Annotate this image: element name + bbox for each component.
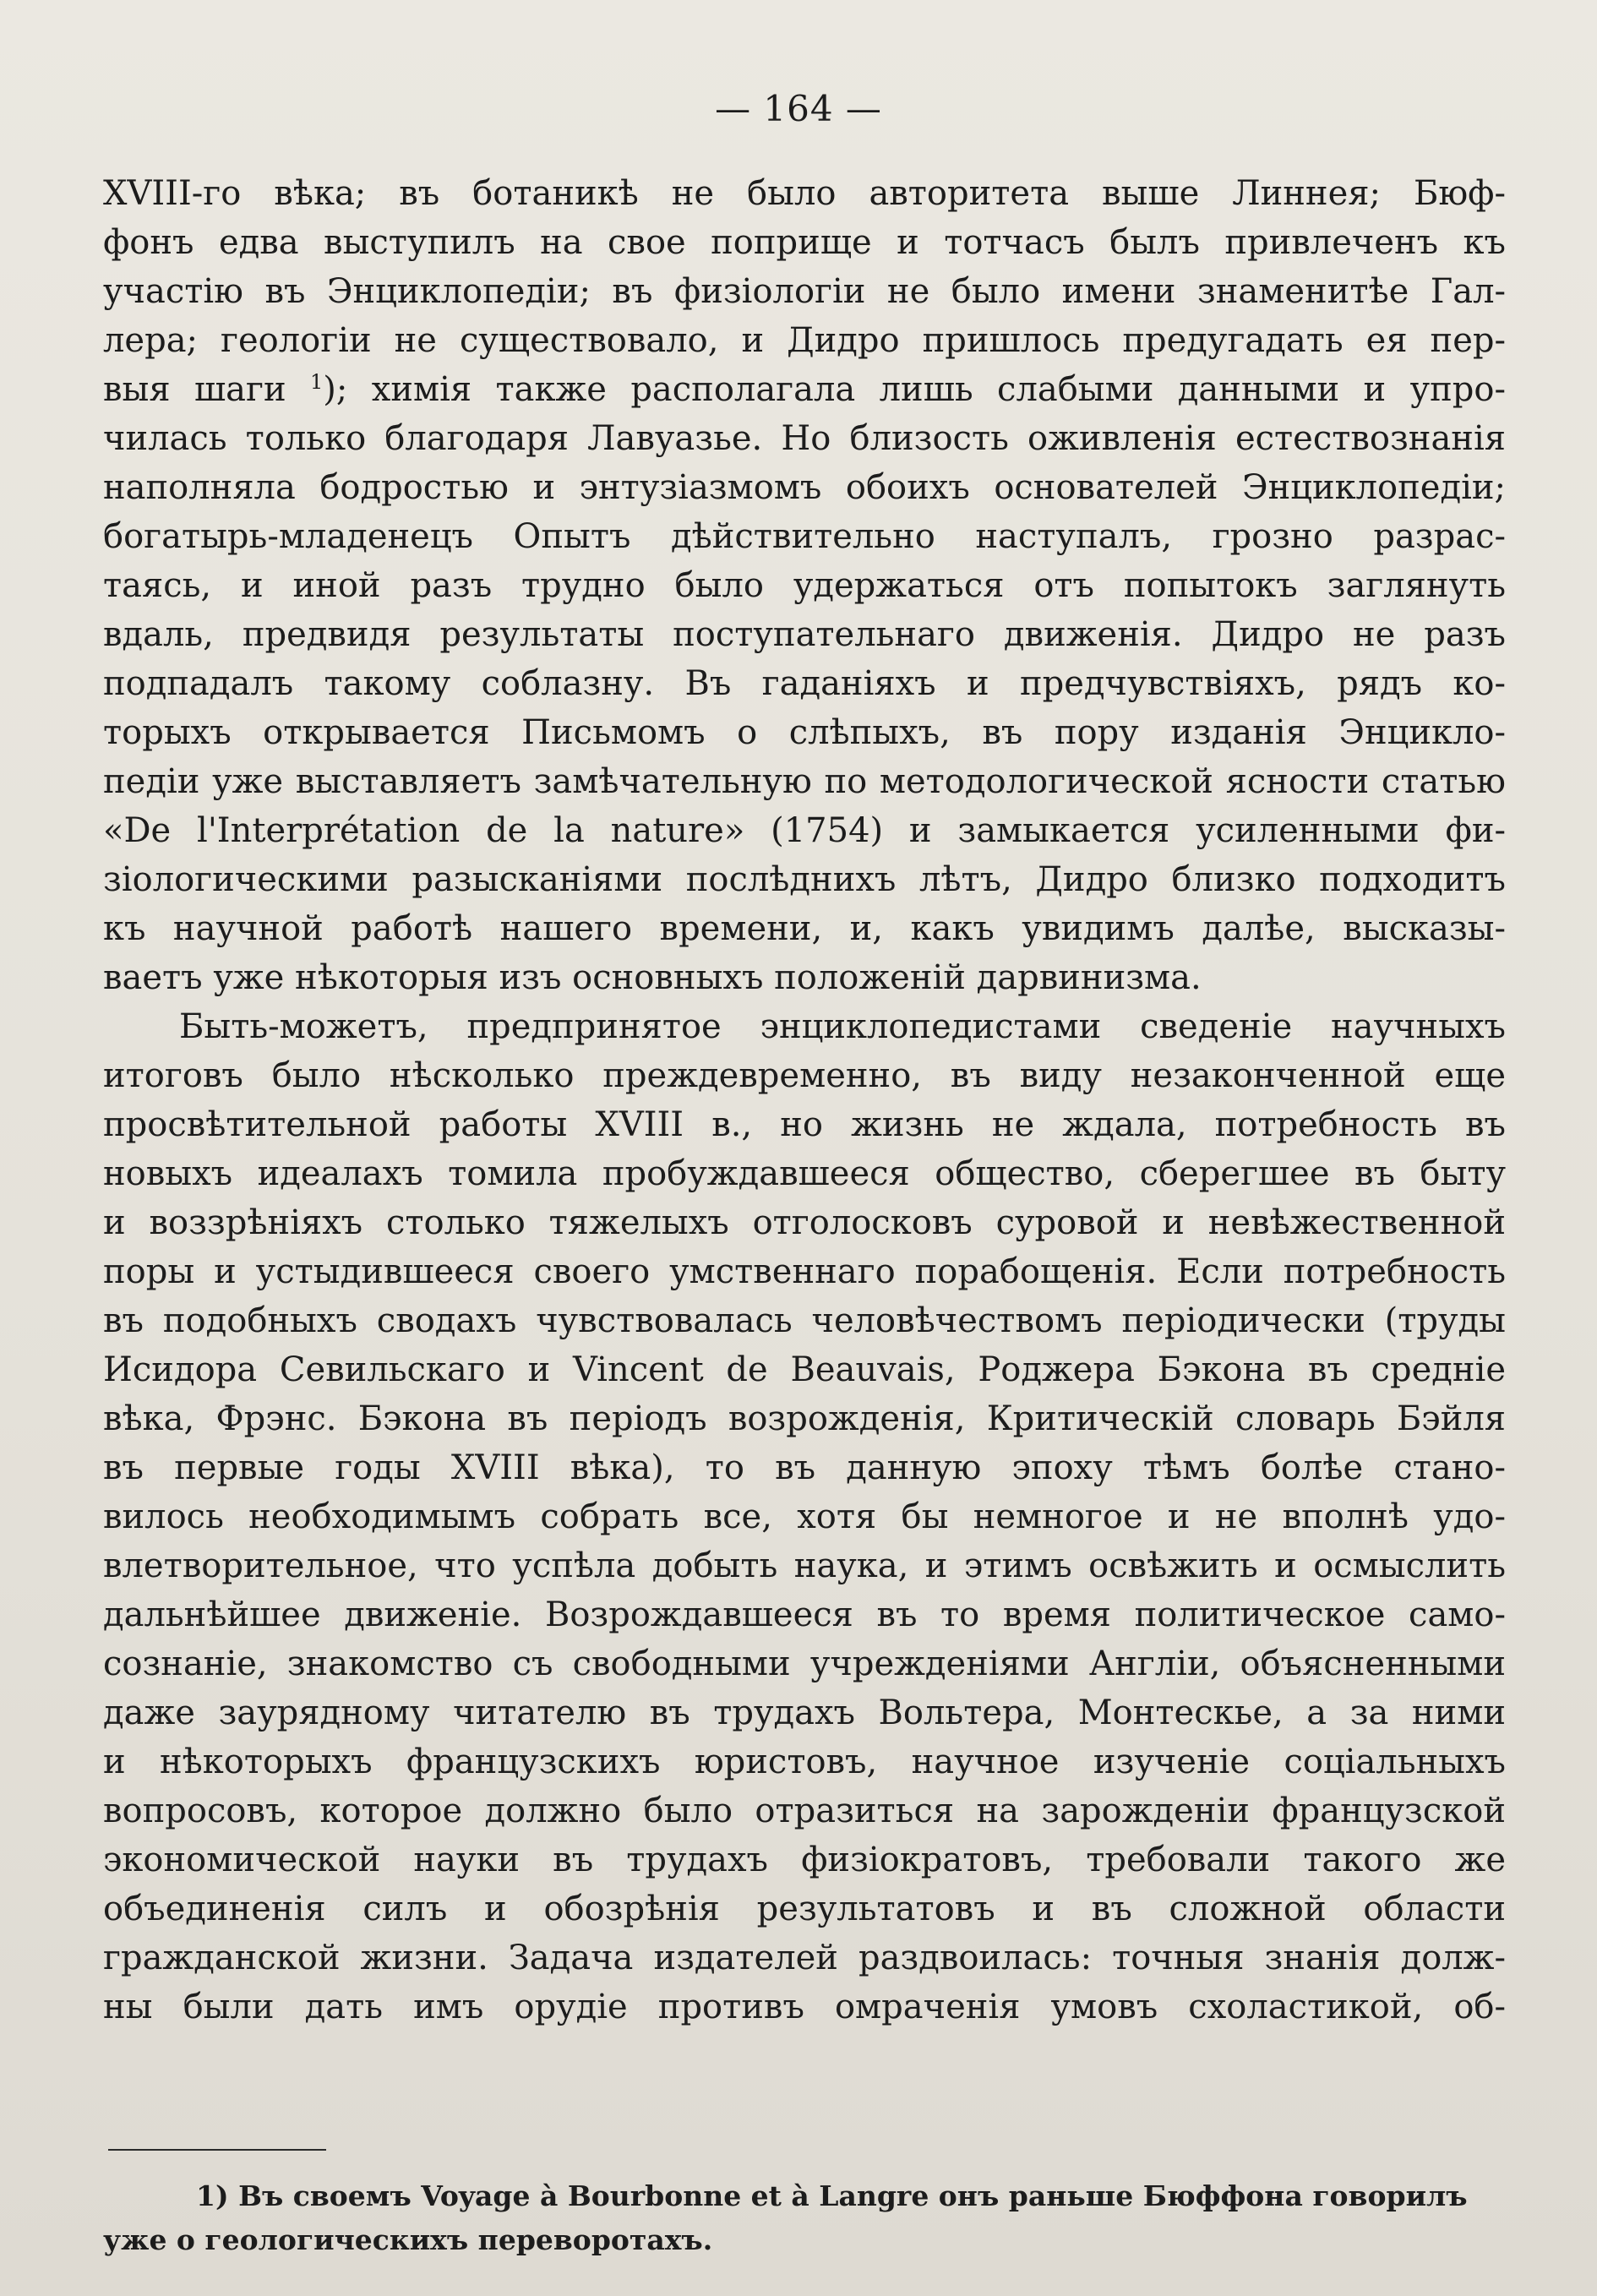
- text-line: «De l'Interprétation de la nature» (1754) и замыкается усиленными фи-: [103, 811, 1506, 850]
- text-line: Исидора Севильскаго и Vincent de Beauvais, Роджера Бэкона въ средніе: [103, 1350, 1506, 1389]
- footnote-marker: 1): [196, 2179, 229, 2212]
- text-line: педіи уже выставляетъ замѣчательную по методологической ясности статью: [103, 762, 1506, 801]
- text-line: наполняла бодростью и энтузіазмомъ обоихъ основателей Энциклопедіи;: [103, 468, 1506, 507]
- footnote-text: Въ своемъ Voyage à Bourbonne et à Langre онъ раньше Бюффона говорилъ: [238, 2179, 1468, 2212]
- text-line: просвѣтительной работы XVIII в., но жизнь не ждала, потребность въ: [103, 1105, 1506, 1144]
- text-line: и воззрѣніяхъ столько тяжелыхъ отголосковъ суровой и невѣжественной: [103, 1203, 1506, 1242]
- text-line: вдаль, предвидя результаты поступательнаго движенія. Дидро не разъ: [103, 615, 1506, 654]
- text-line: гражданской жизни. Задача издателей раздвоилась: точныя знанія долж-: [103, 1939, 1506, 1977]
- text-line: экономической науки въ трудахъ физіократовъ, требовали такого же: [103, 1841, 1506, 1879]
- text-line: объединенія силъ и обозрѣнія результатовъ и въ сложной области: [103, 1890, 1506, 1928]
- text-line: вилось необходимымъ собрать все, хотя бы немногое и не вполнѣ удо-: [103, 1497, 1506, 1536]
- footnote: [103, 2174, 1506, 2262]
- text-line: даже заурядному читателю въ трудахъ Вольтера, Монтескье, а за ними: [103, 1693, 1506, 1732]
- text-line: итоговъ было нѣсколько преждевременно, въ виду незаконченной еще: [103, 1056, 1506, 1095]
- footnote-line: уже о геологическихъ переворотахъ.: [103, 2223, 713, 2256]
- text-line-paragraph-start: Быть-можетъ, предпринятое энциклопедистами сведеніе научныхъ: [179, 1007, 1506, 1046]
- body-text: [103, 169, 1506, 2031]
- text-line: вопросовъ, которое должно было отразиться на зарожденіи французской: [103, 1792, 1506, 1830]
- text-line: таясь, и иной разъ трудно было удержаться отъ попытокъ заглянуть: [103, 566, 1506, 605]
- text-line: поры и устыдившееся своего умственнаго порабощенія. Если потребность: [103, 1252, 1506, 1291]
- text-line: въ первые годы XVIII вѣка), то въ данную эпоху тѣмъ болѣе стано-: [103, 1448, 1506, 1487]
- text-line: и нѣкоторыхъ французскихъ юристовъ, научное изученіе соціальныхъ: [103, 1742, 1506, 1781]
- text-line: влетворительное, что успѣла добыть наука, и этимъ освѣжить и осмыслить: [103, 1546, 1506, 1585]
- text-line: новыхъ идеалахъ томила пробуждавшееся общество, сберегшее въ быту: [103, 1154, 1506, 1193]
- page-number: — 164 —: [715, 88, 882, 129]
- text-line: подпадалъ такому соблазну. Въ гаданіяхъ и предчувствіяхъ, рядъ ко-: [103, 664, 1506, 703]
- footnote-line: [103, 2174, 1506, 2218]
- text-line: лера; геологіи не существовало, и Дидро пришлось предугадать ея пер-: [103, 321, 1506, 360]
- text-line: къ научной работѣ нашего времени, и, какъ увидимъ далѣе, высказы-: [103, 909, 1506, 948]
- text-line: участію въ Энциклопедіи; въ физіологіи не было имени знаменитѣе Гал-: [103, 272, 1506, 311]
- text-line: зіологическими разысканіями послѣднихъ лѣтъ, Дидро близко подходитъ: [103, 860, 1506, 899]
- footnote-reference: 1: [310, 370, 324, 394]
- text-fragment: выя шаги: [103, 370, 286, 409]
- text-line: ны были дать имъ орудіе противъ омраченія умовъ схоластикой, об-: [103, 1988, 1506, 2026]
- text-line: вѣка, Фрэнс. Бэкона въ періодъ возрожденія, Критическій словарь Бэйля: [103, 1399, 1506, 1438]
- text-line: торыхъ открывается Письмомъ о слѣпыхъ, въ пору изданія Энцикло-: [103, 713, 1506, 752]
- text-line: въ подобныхъ сводахъ чувствовалась человѣчествомъ періодически (труды: [103, 1301, 1506, 1340]
- text-line: сознаніе, знакомство съ свободными учрежденіями Англіи, объясненными: [103, 1644, 1506, 1683]
- text-line: чилась только благодаря Лавуазье. Но близость оживленія естествознанія: [103, 419, 1506, 458]
- text-line: XVIII-го вѣка; въ ботаникѣ не было авторитета выше Линнея; Бюф-: [103, 174, 1506, 213]
- text-fragment: ); химія также располагала лишь слабыми данными и упро-: [323, 370, 1506, 409]
- footnote-divider: [108, 2149, 326, 2151]
- text-line: богатырь-младенецъ Опытъ дѣйствительно наступалъ, грозно разрас-: [103, 517, 1506, 556]
- text-line: дальнѣйшее движеніе. Возрождавшееся въ то время политическое само-: [103, 1595, 1506, 1634]
- text-line-with-footnote-ref: [103, 365, 1506, 414]
- text-line: фонъ едва выступилъ на свое поприще и тотчасъ былъ привлеченъ къ: [103, 223, 1506, 262]
- text-line-paragraph-end: ваетъ уже нѣкоторыя изъ основныхъ положеній дарвинизма.: [103, 958, 1202, 997]
